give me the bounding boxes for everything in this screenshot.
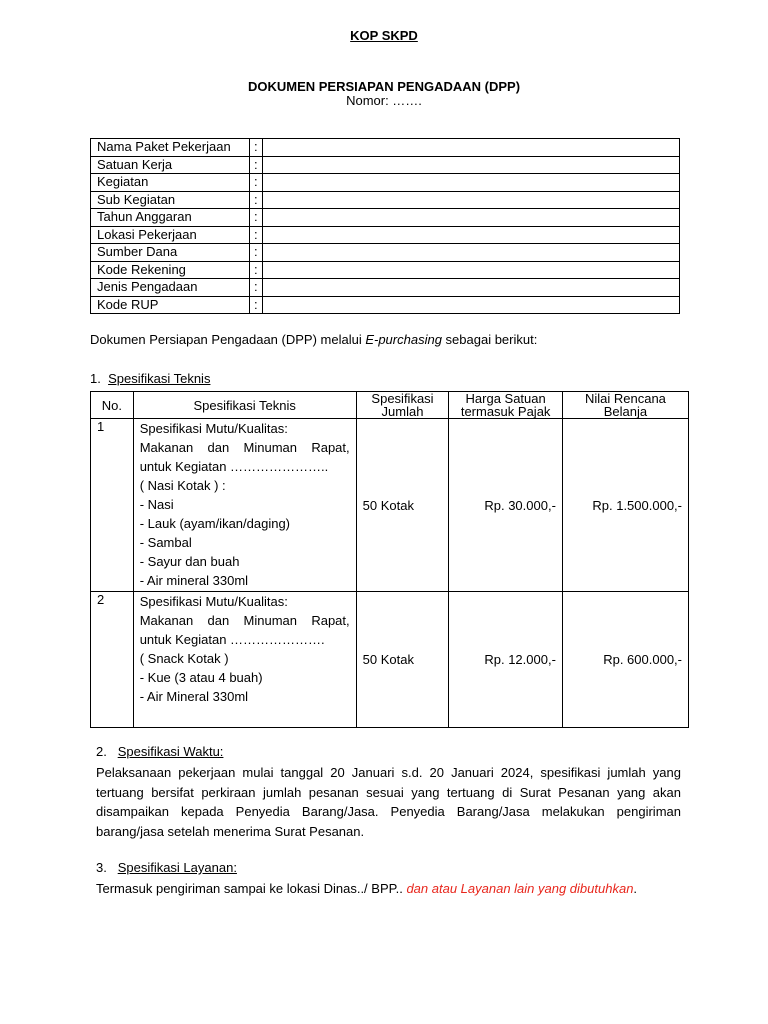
info-colon: : (250, 156, 263, 174)
info-row (91, 279, 680, 297)
info-row (91, 191, 680, 209)
info-colon: : (250, 279, 263, 297)
info-label: Tahun Anggaran (91, 209, 250, 227)
info-row (91, 296, 680, 314)
info-label: Kode Rekening (91, 261, 250, 279)
section-1-heading: 1. Spesifikasi Teknis (90, 371, 211, 386)
spec-table-header (91, 392, 689, 419)
section-3-heading: 3. Spesifikasi Layanan: (96, 860, 237, 875)
document-title: DOKUMEN PERSIAPAN PENGADAAN (DPP) (247, 79, 521, 94)
info-value (263, 209, 680, 227)
info-label: Sub Kegiatan (91, 191, 250, 209)
info-row (91, 261, 680, 279)
row-specification: Spesifikasi Mutu/Kualitas: Makanan dan Minuman Rapat, untuk Kegiatan …………………. ( Snack Kotak ) - Kue (3 atau 4 buah) - Air Mineral 330ml (133, 592, 356, 728)
info-label: Sumber Dana (91, 244, 250, 262)
table-row (91, 592, 689, 728)
info-row (91, 226, 680, 244)
info-row (91, 209, 680, 227)
info-value (263, 296, 680, 314)
info-value (263, 244, 680, 262)
info-label: Kegiatan (91, 174, 250, 192)
info-row (91, 139, 680, 157)
document-number: Nomor: ……. (346, 93, 422, 108)
row-jumlah: 50 Kotak (356, 592, 449, 728)
info-colon: : (250, 174, 263, 192)
info-row (91, 174, 680, 192)
info-value (263, 139, 680, 157)
info-row (91, 244, 680, 262)
info-colon: : (250, 296, 263, 314)
info-colon: : (250, 244, 263, 262)
intro-paragraph: Dokumen Persiapan Pengadaan (DPP) melalui E-purchasing sebagai berikut: (90, 332, 538, 347)
info-value (263, 279, 680, 297)
kop-skpd: KOP SKPD (350, 28, 418, 43)
section-2-heading: 2. Spesifikasi Waktu: (96, 744, 224, 759)
header-jumlah: Spesifikasi Jumlah (356, 392, 449, 419)
info-colon: : (250, 226, 263, 244)
row-harga: Rp. 30.000,- (449, 419, 563, 592)
info-row (91, 156, 680, 174)
info-colon: : (250, 191, 263, 209)
section-3-body: Termasuk pengiriman sampai ke lokasi Dinas../ BPP.. dan atau Layanan lain yang dibutuhkan. (96, 881, 638, 896)
highlighted-text: dan atau Layanan lain yang dibutuhkan (406, 881, 634, 896)
info-label: Jenis Pengadaan (91, 279, 250, 297)
info-label: Nama Paket Pekerjaan (91, 139, 250, 157)
row-nilai: Rp. 600.000,- (562, 592, 688, 728)
row-specification: Spesifikasi Mutu/Kualitas: Makanan dan Minuman Rapat, untuk Kegiatan ………………….. ( Nasi Kotak ) : - Nasi - Lauk (ayam/ikan/daging) - Sambal - Sayur dan buah - Air mineral 330ml (133, 419, 356, 592)
header-harga: Harga Satuan termasuk Pajak (449, 392, 563, 419)
row-harga: Rp. 12.000,- (449, 592, 563, 728)
table-row (91, 419, 689, 592)
info-value (263, 174, 680, 192)
header-spesifikasi: Spesifikasi Teknis (133, 392, 356, 419)
info-value (263, 261, 680, 279)
info-label: Lokasi Pekerjaan (91, 226, 250, 244)
info-value (263, 191, 680, 209)
header-nilai: Nilai Rencana Belanja (562, 392, 688, 419)
section-2-body: Pelaksanaan pekerjaan mulai tanggal 20 Januari s.d. 20 Januari 2024, spesifikasi jumlah yang tertuang bersifat perkiraan jumlah pesanan sesuai yang tertuang di Surat Pesanan yang akan disampaikan kepada Penyedia Barang/Jasa. Penyedia Barang/Jasa melakukan pengiriman barang/jasa setelah menerima Surat Pesanan. (96, 765, 681, 839)
row-jumlah: 50 Kotak (356, 419, 449, 592)
row-number: 1 (91, 419, 134, 592)
row-number: 2 (91, 592, 134, 728)
info-label: Satuan Kerja (91, 156, 250, 174)
row-nilai: Rp. 1.500.000,- (562, 419, 688, 592)
info-value (263, 156, 680, 174)
info-label: Kode RUP (91, 296, 250, 314)
info-value (263, 226, 680, 244)
info-colon: : (250, 209, 263, 227)
header-no: No. (91, 392, 134, 419)
spec-table (90, 391, 689, 728)
info-colon: : (250, 139, 263, 157)
info-table (90, 138, 680, 314)
info-colon: : (250, 261, 263, 279)
